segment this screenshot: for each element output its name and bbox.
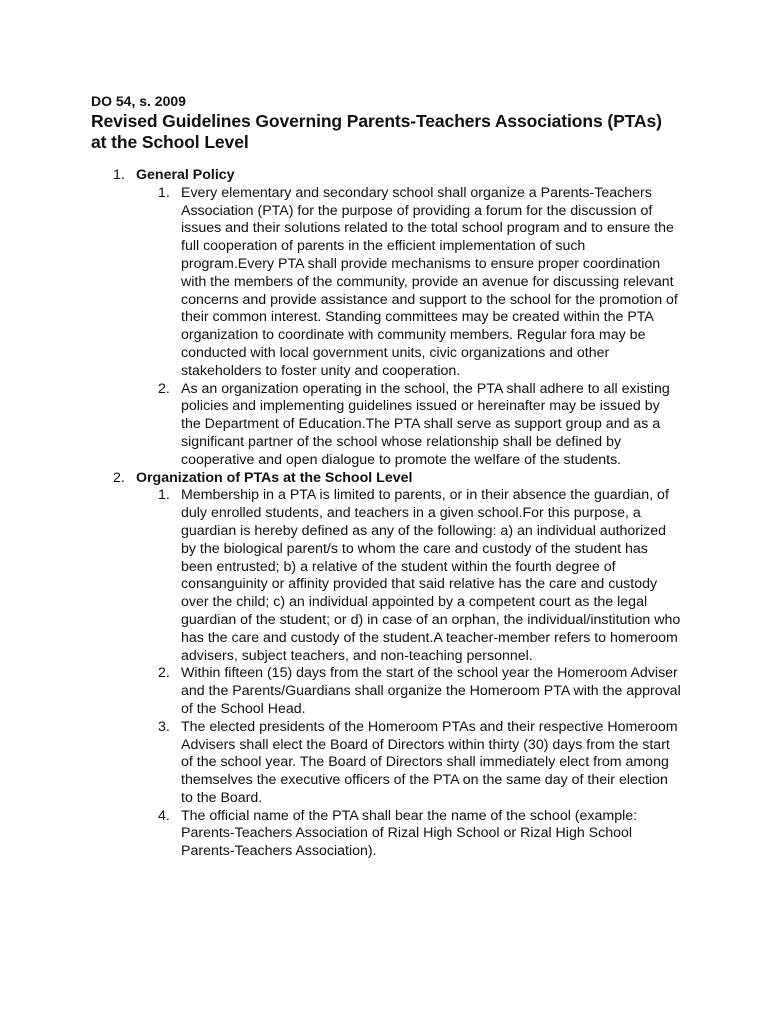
document-title — [91, 111, 691, 153]
section-general-policy — [91, 167, 691, 470]
section-number: 1. — [113, 167, 125, 183]
list-item — [136, 487, 691, 665]
section-number: 2. — [113, 469, 125, 486]
list-item — [136, 719, 691, 808]
section-heading: Organization of PTAs at the School Level — [136, 469, 413, 486]
item-number: 1. — [158, 487, 170, 504]
item-text: Membership in a PTA is limited to parents, or in their absence the guardian, of duly enrolled students, and teachers in a given school.For this purpose, a guardian is hereby defined as any of the following: a) an individual authorized by the biological parent/s to whom the care and custody of the student has been entrusted; b) a relative of the student within the fourth degree of consanguinity or affinity provided that said relative has the care and custody over the child; c) an individual appointed by a competent court as the legal guardian of the student; or d) in case of an orphan, the individual/institution who has the care and custody of the student.A teacher-member refers to homeroom advisers, subject teachers, and non-teaching personnel. — [181, 487, 681, 664]
list-item — [136, 808, 691, 861]
item-number: 1. — [158, 184, 170, 201]
list-item — [136, 381, 691, 470]
document-title-line-2: at the School Level — [91, 132, 249, 152]
item-text: The official name of the PTA shall bear the name of the school (example: Parents-Teachers Association of Rizal High School or Rizal High School Parents-Teachers Association). — [181, 807, 638, 860]
item-text: Within fifteen (15) days from the start of the school year the Homeroom Adviser and the Parents/Guardians shall organize the Homeroom PTA with the approval of the School Head. — [181, 665, 681, 717]
section-heading: General Policy — [136, 167, 235, 183]
list-item — [136, 665, 691, 718]
item-list — [136, 487, 691, 861]
item-text: The elected presidents of the Homeroom PTAs and their respective Homeroom Advisers shall elect the Board of Directors within thirty (30) days from the start of the school year. The Board of Directors shall immediately elect from among themselves the executive officers of the PTA on the same day of their election to the Board. — [181, 718, 678, 806]
document-reference: DO 54, s. 2009 — [91, 93, 186, 109]
document-page — [91, 93, 691, 861]
item-number: 2. — [158, 665, 170, 682]
list-item — [136, 185, 691, 381]
item-number: 3. — [158, 718, 170, 735]
section-list — [91, 167, 691, 861]
item-number: 2. — [158, 380, 170, 397]
item-text: Every elementary and secondary school shall organize a Parents-Teachers Association (PTA) for the purpose of providing a forum for the discussion of issues and their solutions related to the total school program and to ensure the full cooperation of parents in the efficient implementation of such program.Every PTA shall provide mechanisms to ensure proper coordination with the members of the community, provide an avenue for discussing relevant concerns and provide assistance and support to the school for the promotion of their common interest. Standing committees may be created within the PTA organization to coordinate with community members. Regular fora may be conducted with local government units, civic organizations and other stakeholders to foster unity and cooperation. — [181, 184, 678, 379]
item-text: As an organization operating in the school, the PTA shall adhere to all existing policies and implementing guidelines issued or hereinafter may be issued by the Department of Education.The PTA shall serve as support group and as a significant partner of the school whose relationship shall be defined by cooperative and open dialogue to promote the welfare of the students. — [181, 380, 670, 468]
document-title-line-1: Revised Guidelines Governing Parents-Teachers Associations (PTAs) — [91, 111, 662, 131]
item-list — [136, 185, 691, 470]
section-organization-of-ptas — [91, 470, 691, 862]
item-number: 4. — [158, 807, 170, 824]
